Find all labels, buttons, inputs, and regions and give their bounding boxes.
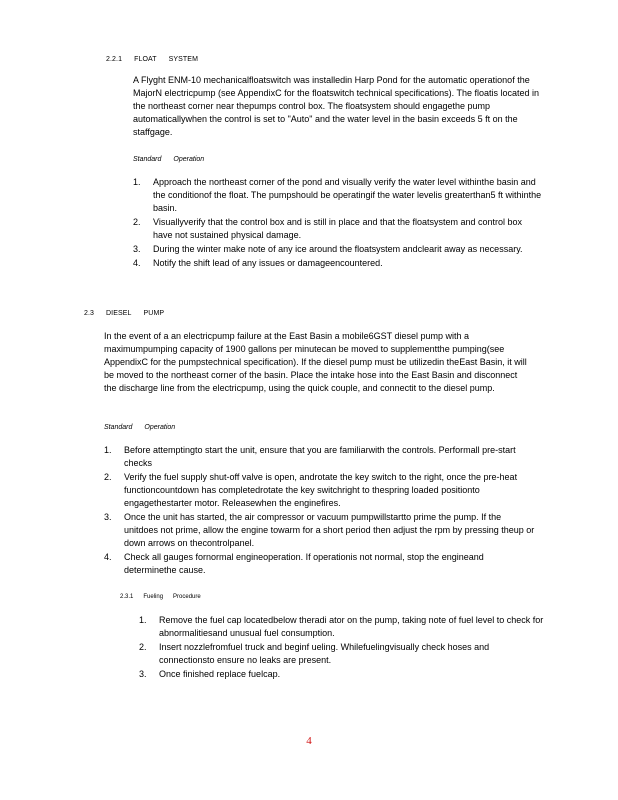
section-number: 2.3 <box>84 310 95 317</box>
list-item <box>104 471 536 510</box>
list-item <box>133 257 543 270</box>
diesel-pump-paragraph: In the event of a an electricpump failure at the East Basin a mobile6GST diesel pump with a maximumpumping capacity of 1900 gallons per minutecan be moved to supplementthe pumping(see AppendixC for the pumpstechnical specification). If the diesel pump must be utilizedin theEast Basin, it will be moved to the northeast corner of the basin. Place the intake hose into the East Basin and disconnect the discharge line from the electricpump, using the quick couple, and connectit to the diesel pump. <box>104 331 527 393</box>
step-text: Verify the fuel supply shut-off valve is open, androtate the key switch to the right, once the pre-heat functioncountdown has completedrotate the key switchright to thespring loaded positionto engagethestarter motor. Releasewhen the enginefires. <box>124 472 518 508</box>
step-text: Once the unit has started, the air compressor or vacuum pumpwillstartto prime the pump. If the unitdoes not prime, allow the engine towarm for a short period then adjust the rpm by pressing theup or down arrows on thecontrolpanel. <box>124 512 535 548</box>
list-item <box>133 176 543 215</box>
list-item <box>139 641 544 667</box>
float-system-paragraph: A Flyght ENM-10 mechanicalfloatswitch was installedin Harp Pond for the automatic operationof the MajorN electricpump (see AppendixC for the floatswitch technical specifications). The floatis located in the northeast corner near thepumps control box. The floatsystem should engagethe pump automaticallywhen the control is set to "Auto" and the water level in the basin exceeds 5 ft on the staffgage. <box>133 75 540 137</box>
step-text: Insert nozzlefromfuel truck and beginf ueling. Whilefuelingvisually check hoses and connectionsto ensure no leaks are present. <box>159 642 490 665</box>
list-item <box>133 243 543 256</box>
section-title-word: Procedure <box>173 594 201 600</box>
section-heading-diesel-pump <box>84 310 164 317</box>
list-item <box>104 511 536 550</box>
float-standard-operation-label <box>133 156 204 163</box>
label-word: Operation <box>173 156 205 163</box>
step-text: Before attemptingto start the unit, ensure that you are familiarwith the controls. Performall pre-start checks <box>124 445 516 468</box>
list-item <box>139 668 544 681</box>
diesel-standard-operation-label <box>104 424 175 431</box>
subsection-heading-fueling <box>120 594 201 600</box>
step-number: 1. <box>139 615 147 625</box>
list-item <box>133 216 543 242</box>
step-number: 3. <box>133 244 141 254</box>
label-word: Standard <box>104 424 133 431</box>
label-word: Standard <box>133 156 162 163</box>
step-text: Remove the fuel cap locatedbelow theradi ator on the pump, taking note of fuel level to check for abnormalitiesand unusual fuel consumption. <box>159 615 544 638</box>
list-item <box>139 614 544 640</box>
step-number: 3. <box>139 669 147 679</box>
diesel-operation-steps <box>104 444 536 577</box>
step-text: Approach the northeast corner of the pond and visually verify the water level withinthe basin and the conditionof the float. The pumpshould be operatingif the water levelis greaterthan5 ft withinthe basin. <box>153 177 542 213</box>
section-title-word: Fueling <box>143 594 164 600</box>
step-number: 2. <box>104 472 112 482</box>
section-title-word: PUMP <box>143 310 165 317</box>
step-number: 3. <box>104 512 112 522</box>
step-number: 4. <box>133 258 141 268</box>
section-number: 2.3.1 <box>120 594 134 600</box>
section-number: 2.2.1 <box>106 56 123 63</box>
step-number: 1. <box>104 445 112 455</box>
list-item <box>104 551 536 577</box>
step-text: During the winter make note of any ice around the floatsystem andclearit away as necessary. <box>153 244 523 254</box>
page-number: 4 <box>306 735 312 747</box>
section-title-word: FLOAT <box>134 56 157 63</box>
section-title-word: DIESEL <box>106 310 132 317</box>
step-text: Check all gauges fornormal engineoperation. If operationis not normal, stop the engineand determinethe cause. <box>124 552 484 575</box>
step-number: 2. <box>139 642 147 652</box>
float-operation-steps <box>133 176 543 270</box>
list-item <box>104 444 536 470</box>
step-text: Notify the shift lead of any issues or damageencountered. <box>153 258 383 268</box>
label-word: Operation <box>144 424 176 431</box>
step-text: Visuallyverify that the control box and is still in place and that the floatsystem and control box have not sustained physical damage. <box>153 217 523 240</box>
section-heading-float-system <box>106 56 198 63</box>
section-title-word: SYSTEM <box>168 56 199 63</box>
step-number: 1. <box>133 177 141 187</box>
step-number: 4. <box>104 552 112 562</box>
step-text: Once finished replace fuelcap. <box>159 669 281 679</box>
step-number: 2. <box>133 217 141 227</box>
fueling-steps <box>139 614 544 681</box>
